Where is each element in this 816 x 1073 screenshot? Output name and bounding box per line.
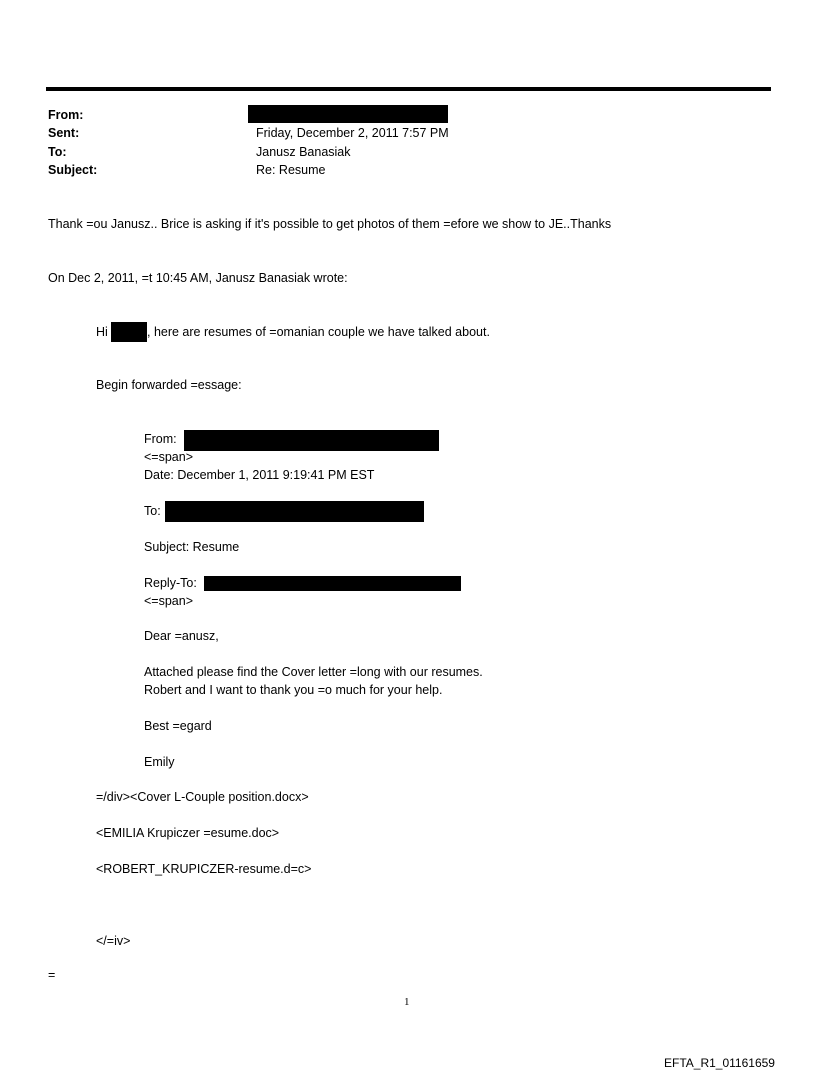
to-label: To:: [48, 145, 67, 159]
fwd-line-1: Attached please find the Cover letter =long with our resumes.: [144, 665, 483, 679]
fwd-regards: Best =egard: [144, 719, 212, 733]
subject-value: Re: Resume: [256, 163, 326, 177]
redacted-reply-to: [204, 576, 461, 591]
forward-intro: Begin forwarded =essage:: [96, 378, 242, 392]
fwd-span-2: <=span>: [144, 594, 194, 608]
sent-label: Sent:: [48, 126, 80, 140]
redacted-fwd-from: [184, 430, 439, 451]
redacted-fwd-to: [165, 501, 424, 522]
from-label: From:: [48, 108, 84, 122]
redacted-name: [111, 322, 147, 342]
closing-tag: </=iv>: [96, 934, 131, 948]
sent-value: Friday, December 2, 2011 7:57 PM: [256, 126, 449, 140]
fwd-date: Date: December 1, 2011 9:19:41 PM EST: [144, 468, 375, 482]
fwd-to-label: To:: [144, 504, 161, 518]
to-value: Janusz Banasiak: [256, 145, 351, 159]
fwd-reply-to-label: Reply-To:: [144, 576, 197, 590]
trailing-equals: =: [48, 968, 56, 982]
page-number: 1: [404, 996, 410, 1008]
redacted-sender: [248, 105, 448, 123]
header-rule: [46, 87, 771, 91]
reply-text: Thank =ou Janusz.. Brice is asking if it's possible to get photos of them =efore we show to JE..Thanks: [48, 217, 612, 231]
fwd-line-2: Robert and I want to thank you =o much for your help.: [144, 683, 443, 697]
quote-intro: On Dec 2, 2011, =t 10:45 AM, Janusz Banasiak wrote:: [48, 271, 348, 285]
document-id: EFTA_R1_01161659: [664, 1056, 775, 1070]
subject-label: Subject:: [48, 163, 98, 177]
hi-prefix: Hi: [96, 325, 108, 339]
fwd-subject: Subject: Resume: [144, 540, 240, 554]
attachment-line-2: <EMILIA Krupiczer =esume.doc>: [96, 826, 280, 840]
fwd-greeting: Dear =anusz,: [144, 629, 219, 643]
fwd-from-label: From:: [144, 432, 177, 446]
attachment-line-1: =/div><Cover L-Couple position.docx>: [96, 790, 309, 804]
hi-rest: , here are resumes of =omanian couple we have talked about.: [147, 325, 490, 339]
fwd-span-1: <=span>: [144, 450, 194, 464]
fwd-signature: Emily: [144, 755, 175, 769]
attachment-line-3: <ROBERT_KRUPICZER-resume.d=c>: [96, 862, 312, 876]
